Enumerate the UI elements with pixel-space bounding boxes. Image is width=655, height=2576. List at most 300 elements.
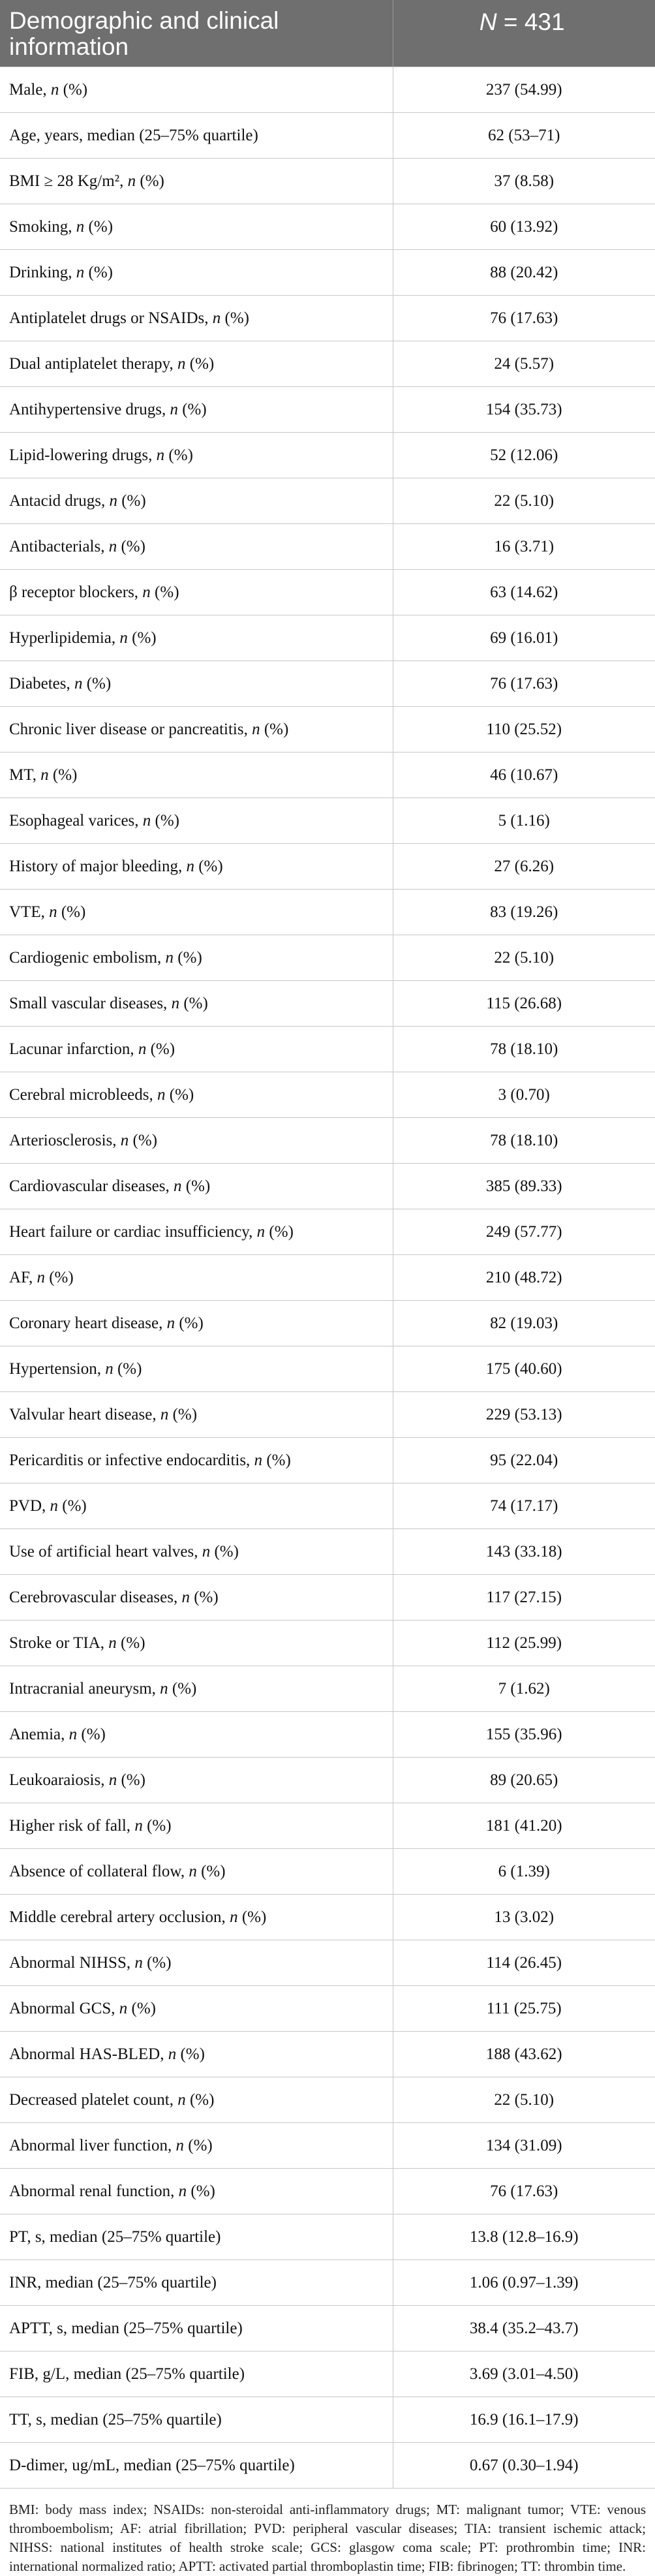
row-label-n: n	[37, 1268, 45, 1286]
row-label-text: Antibacterials,	[9, 537, 109, 555]
row-label-unit: (%)	[175, 1314, 204, 1332]
row-label-n: n	[202, 1542, 211, 1560]
table-row	[0, 2077, 655, 2123]
table-row	[0, 1164, 655, 1209]
row-label	[0, 615, 393, 661]
table-row	[0, 1575, 655, 1621]
table-row	[0, 478, 655, 524]
table-row	[0, 2443, 655, 2489]
row-label-unit: (%)	[262, 1451, 291, 1469]
row-label-text: MT,	[9, 766, 41, 784]
row-label-n: n	[186, 857, 194, 875]
row-label-text: Abnormal HAS-BLED,	[9, 2045, 168, 2063]
row-value: 7 (1.62)	[393, 1666, 655, 1712]
row-label-n: n	[252, 720, 260, 738]
table-row	[0, 1072, 655, 1118]
row-label-n: n	[108, 1634, 117, 1652]
row-label	[0, 1529, 393, 1575]
row-label-unit: (%)	[165, 1085, 194, 1104]
table-row	[0, 1027, 655, 1072]
row-label-text: Hyperlipidemia,	[9, 628, 120, 647]
row-value: 88 (20.42)	[393, 250, 655, 296]
row-label-unit: (%)	[150, 583, 179, 601]
row-label	[0, 2077, 393, 2123]
row-label	[0, 570, 393, 615]
row-value: 112 (25.99)	[393, 1621, 655, 1666]
row-value: 237 (54.99)	[393, 67, 655, 113]
row-label-n: n	[230, 1908, 238, 1926]
row-label	[0, 2260, 393, 2306]
row-label-n: n	[177, 2090, 186, 2109]
row-label-n: n	[177, 354, 186, 373]
row-label	[0, 250, 393, 296]
row-value: 175 (40.60)	[393, 1346, 655, 1392]
row-label	[0, 1666, 393, 1712]
row-label-unit: (%)	[196, 1862, 226, 1880]
table-row	[0, 1118, 655, 1164]
row-label-text: Abnormal liver function,	[9, 2136, 176, 2154]
row-label-n: n	[50, 80, 59, 99]
row-label-unit: (%)	[117, 1771, 145, 1789]
table-row	[0, 935, 655, 981]
row-value: 385 (89.33)	[393, 1164, 655, 1209]
table-row	[0, 1666, 655, 1712]
row-label-n: n	[134, 1953, 143, 1972]
row-value: 63 (14.62)	[393, 570, 655, 615]
row-label	[0, 204, 393, 250]
row-label-n: n	[40, 766, 49, 784]
table-row	[0, 2032, 655, 2077]
row-label-n: n	[138, 1040, 147, 1058]
row-label-text: Heart failure or cardiac insufficiency,	[9, 1222, 257, 1241]
row-label-text: Age, years, median (25–75% quartile)	[9, 126, 258, 144]
row-label-n: n	[69, 1725, 78, 1743]
table-row	[0, 1940, 655, 1986]
table-row	[0, 2306, 655, 2351]
table-row	[0, 753, 655, 798]
row-label	[0, 1346, 393, 1392]
row-value: 78 (18.10)	[393, 1027, 655, 1072]
row-label-text: Cerebral microbleeds,	[9, 1085, 157, 1104]
row-value: 155 (35.96)	[393, 1712, 655, 1758]
row-label-unit: (%)	[127, 1999, 156, 2017]
row-label-text: Middle cerebral artery occlusion,	[9, 1908, 230, 1926]
row-value: 22 (5.10)	[393, 478, 655, 524]
row-label	[0, 2169, 393, 2214]
row-label-unit: (%)	[58, 1497, 87, 1515]
row-label-unit: (%)	[57, 903, 86, 921]
row-label	[0, 1027, 393, 1072]
row-label-text: Abnormal NIHSS,	[9, 1953, 135, 1972]
row-value: 115 (26.68)	[393, 981, 655, 1027]
row-value: 46 (10.67)	[393, 753, 655, 798]
table-row	[0, 387, 655, 433]
row-label-n: n	[142, 583, 151, 601]
row-label	[0, 478, 393, 524]
row-value: 181 (41.20)	[393, 1803, 655, 1849]
row-label-text: BMI ≥ 28 Kg/m²,	[9, 172, 128, 190]
table-header-row	[0, 0, 655, 67]
row-label	[0, 524, 393, 570]
row-label	[0, 1072, 393, 1118]
table-row	[0, 1849, 655, 1895]
table-row	[0, 204, 655, 250]
row-label-unit: (%)	[237, 1908, 267, 1926]
table-row	[0, 250, 655, 296]
row-label-n: n	[157, 1085, 166, 1104]
row-label-unit: (%)	[181, 1177, 211, 1195]
table-row	[0, 1529, 655, 1575]
table-row	[0, 1621, 655, 1666]
row-value: 114 (26.45)	[393, 1940, 655, 1986]
row-label-text: Leukoaraiosis,	[9, 1771, 109, 1789]
row-label-text: PT, s, median (25–75% quartile)	[9, 2227, 221, 2246]
table-row	[0, 661, 655, 707]
row-value: 16 (3.71)	[393, 524, 655, 570]
table-row	[0, 1301, 655, 1346]
row-label-n: n	[49, 903, 57, 921]
row-label-unit: (%)	[184, 2136, 213, 2154]
row-label-n: n	[142, 811, 151, 830]
row-label-unit: (%)	[129, 1131, 158, 1149]
row-value: 52 (12.06)	[393, 433, 655, 478]
row-label	[0, 2306, 393, 2351]
row-label	[0, 113, 393, 159]
row-label	[0, 1940, 393, 1986]
row-value: 143 (33.18)	[393, 1529, 655, 1575]
row-value: 89 (20.65)	[393, 1758, 655, 1803]
row-label	[0, 1849, 393, 1895]
table-row	[0, 1803, 655, 1849]
row-label-text: Intracranial aneurysm,	[9, 1679, 160, 1698]
row-label-unit: (%)	[187, 2182, 215, 2200]
row-value: 27 (6.26)	[393, 844, 655, 890]
row-label-n: n	[181, 1588, 190, 1606]
row-label	[0, 1758, 393, 1803]
row-label-text: Lacunar infarction,	[9, 1040, 138, 1058]
row-label	[0, 1575, 393, 1621]
row-value: 62 (53–71)	[393, 113, 655, 159]
table-row	[0, 981, 655, 1027]
row-label-text: History of major bleeding,	[9, 857, 187, 875]
row-label	[0, 1621, 393, 1666]
table-row	[0, 433, 655, 478]
row-label-n: n	[134, 1816, 143, 1835]
row-label-text: AF,	[9, 1268, 37, 1286]
row-label-text: Antihypertensive drugs,	[9, 400, 170, 418]
row-label	[0, 2214, 393, 2260]
table-row	[0, 844, 655, 890]
row-label	[0, 1803, 393, 1849]
row-label-unit: (%)	[142, 1816, 172, 1835]
row-value: 37 (8.58)	[393, 159, 655, 204]
row-label-text: Small vascular diseases,	[9, 994, 172, 1012]
row-value: 6 (1.39)	[393, 1849, 655, 1895]
row-label	[0, 1392, 393, 1438]
table-row	[0, 798, 655, 844]
row-label-text: Stroke or TIA,	[9, 1634, 109, 1652]
row-label	[0, 2397, 393, 2443]
table-row	[0, 296, 655, 341]
row-value: 0.67 (0.30–1.94)	[393, 2443, 655, 2489]
table-row	[0, 1392, 655, 1438]
row-label	[0, 1483, 393, 1529]
row-label-unit: (%)	[185, 354, 215, 373]
row-label	[0, 890, 393, 935]
row-label	[0, 935, 393, 981]
row-value: 110 (25.52)	[393, 707, 655, 753]
row-label-text: Arteriosclerosis,	[9, 1131, 121, 1149]
row-label-n: n	[76, 217, 85, 236]
row-label-n: n	[166, 1314, 175, 1332]
row-label-text: Lipid-lowering drugs,	[9, 446, 157, 464]
row-label-n: n	[156, 446, 165, 464]
row-value: 82 (19.03)	[393, 1301, 655, 1346]
row-label-unit: (%)	[146, 1040, 175, 1058]
table-row	[0, 2123, 655, 2169]
table-row	[0, 159, 655, 204]
row-label	[0, 341, 393, 387]
row-label	[0, 1164, 393, 1209]
row-label-text: Diabetes,	[9, 674, 74, 692]
table-row	[0, 1255, 655, 1301]
row-label	[0, 1118, 393, 1164]
row-label-text: Coronary heart disease,	[9, 1314, 167, 1332]
row-label-text: Cerebrovascular diseases,	[9, 1588, 182, 1606]
row-label-n: n	[160, 1405, 169, 1423]
row-label-text: Esophageal varices,	[9, 811, 143, 830]
row-label-text: Cardiovascular diseases,	[9, 1177, 174, 1195]
row-value: 117 (27.15)	[393, 1575, 655, 1621]
row-label	[0, 2351, 393, 2397]
row-label-unit: (%)	[176, 2045, 205, 2063]
row-label-text: Abnormal renal function,	[9, 2182, 179, 2200]
row-value: 78 (18.10)	[393, 1118, 655, 1164]
row-label-n: n	[165, 948, 174, 967]
row-label-n: n	[178, 2182, 187, 2200]
row-label-unit: (%)	[142, 1953, 172, 1972]
row-label	[0, 1438, 393, 1483]
row-label	[0, 387, 393, 433]
row-label	[0, 981, 393, 1027]
row-label-unit: (%)	[44, 1268, 74, 1286]
row-label	[0, 1986, 393, 2032]
row-label-text: APTT, s, median (25–75% quartile)	[9, 2319, 243, 2337]
row-label	[0, 844, 393, 890]
row-label-unit: (%)	[48, 766, 78, 784]
row-value: 76 (17.63)	[393, 2169, 655, 2214]
row-label-text: Smoking,	[9, 217, 76, 236]
row-label-text: Higher risk of fall,	[9, 1816, 135, 1835]
row-label-text: Male,	[9, 80, 51, 99]
row-label-n: n	[108, 537, 117, 555]
row-label-unit: (%)	[113, 1359, 142, 1378]
row-label-text: Decreased platelet count,	[9, 2090, 178, 2109]
row-value: 188 (43.62)	[393, 2032, 655, 2077]
row-value: 38.4 (35.2–43.7)	[393, 2306, 655, 2351]
row-label-unit: (%)	[136, 172, 164, 190]
row-value: 76 (17.63)	[393, 661, 655, 707]
row-label-text: Use of artificial heart valves,	[9, 1542, 202, 1560]
table-row	[0, 2169, 655, 2214]
row-label	[0, 707, 393, 753]
row-label-n: n	[189, 1862, 197, 1880]
row-value: 229 (53.13)	[393, 1392, 655, 1438]
row-label-n: n	[174, 1177, 182, 1195]
row-value: 24 (5.57)	[393, 341, 655, 387]
row-value: 134 (31.09)	[393, 2123, 655, 2169]
row-value: 22 (5.10)	[393, 2077, 655, 2123]
table-row	[0, 1346, 655, 1392]
row-label-unit: (%)	[260, 720, 289, 738]
header-n-symbol: N	[479, 8, 497, 35]
row-label-n: n	[212, 309, 221, 327]
table-footnote: BMI: body mass index; NSAIDs: non-steroidal anti-inflammatory drugs; MT: malignant tumor; VTE: venous thromboembolism; AF: atrial fibrillation; PVD: peripheral vascular diseases; TIA: transient ischemic attack; NIHSS: national institutes of health stroke scale; GCS: glasgow coma scale; PT: prothrombin time; INR: international normalized ratio; APTT: activated partial thromboplastin time; FIB: fibrinogen; TT: thrombin time.	[9, 2502, 646, 2574]
row-label-text: TT, s, median (25–75% quartile)	[9, 2410, 222, 2429]
row-value: 95 (22.04)	[393, 1438, 655, 1483]
row-label-text: Drinking,	[9, 263, 76, 281]
row-label-n: n	[168, 2045, 177, 2063]
row-label-unit: (%)	[168, 1405, 198, 1423]
row-label-text: Valvular heart disease,	[9, 1405, 160, 1423]
row-label-unit: (%)	[116, 1634, 145, 1652]
table-row	[0, 113, 655, 159]
row-label-n: n	[170, 400, 178, 418]
row-label	[0, 296, 393, 341]
table-row	[0, 1483, 655, 1529]
row-value: 1.06 (0.97–1.39)	[393, 2260, 655, 2306]
table-row	[0, 1712, 655, 1758]
row-label-n: n	[160, 1679, 168, 1698]
row-value: 210 (48.72)	[393, 1255, 655, 1301]
table-row	[0, 1758, 655, 1803]
row-label	[0, 67, 393, 113]
row-value: 13.8 (12.8–16.9)	[393, 2214, 655, 2260]
row-value: 83 (19.26)	[393, 890, 655, 935]
row-label	[0, 1712, 393, 1758]
row-label-text: Absence of collateral flow,	[9, 1862, 189, 1880]
row-label-unit: (%)	[185, 2090, 215, 2109]
row-label-unit: (%)	[117, 491, 146, 510]
row-label-n: n	[256, 1222, 266, 1241]
table-row	[0, 707, 655, 753]
table-row	[0, 2214, 655, 2260]
row-label-n: n	[76, 263, 85, 281]
row-label-unit: (%)	[221, 309, 250, 327]
row-label-text: β receptor blockers,	[9, 583, 143, 601]
row-value: 5 (1.16)	[393, 798, 655, 844]
row-label-text: Chronic liver disease or pancreatitis,	[9, 720, 252, 738]
table-row	[0, 2351, 655, 2397]
row-label-unit: (%)	[168, 1679, 197, 1698]
row-label	[0, 1209, 393, 1255]
row-label	[0, 1255, 393, 1301]
row-label-unit: (%)	[189, 1588, 219, 1606]
row-value: 3 (0.70)	[393, 1072, 655, 1118]
table-row	[0, 341, 655, 387]
row-label-unit: (%)	[177, 400, 207, 418]
table-row	[0, 570, 655, 615]
row-label	[0, 661, 393, 707]
row-label-text: Antacid drugs,	[9, 491, 110, 510]
row-label-unit: (%)	[174, 948, 202, 967]
row-label-text: Dual antiplatelet therapy,	[9, 354, 177, 373]
row-label	[0, 433, 393, 478]
row-label-text: Abnormal GCS,	[9, 1999, 119, 2017]
row-label-unit: (%)	[84, 263, 114, 281]
table-row	[0, 1438, 655, 1483]
row-label-n: n	[119, 1999, 128, 2017]
row-label-n: n	[175, 2136, 184, 2154]
row-label-n: n	[105, 1359, 114, 1378]
row-value: 76 (17.63)	[393, 296, 655, 341]
row-label-unit: (%)	[59, 80, 88, 99]
row-value: 249 (57.77)	[393, 1209, 655, 1255]
header-n-value: = 431	[496, 8, 565, 35]
table-row	[0, 524, 655, 570]
row-value: 60 (13.92)	[393, 204, 655, 250]
row-value: 22 (5.10)	[393, 935, 655, 981]
table-row	[0, 1986, 655, 2032]
row-value: 154 (35.73)	[393, 387, 655, 433]
row-value: 111 (25.75)	[393, 1986, 655, 2032]
row-label-unit: (%)	[117, 537, 145, 555]
row-label-n: n	[74, 674, 83, 692]
row-label-unit: (%)	[164, 446, 193, 464]
table-body	[0, 67, 655, 2489]
row-value: 3.69 (3.01–4.50)	[393, 2351, 655, 2397]
row-label-unit: (%)	[265, 1222, 294, 1241]
header-n	[393, 0, 655, 67]
row-label-text: D-dimer, ug/mL, median (25–75% quartile)	[9, 2456, 295, 2474]
row-value: 16.9 (16.1–17.9)	[393, 2397, 655, 2443]
row-label	[0, 798, 393, 844]
table-row	[0, 2260, 655, 2306]
row-label	[0, 1301, 393, 1346]
table-row	[0, 1209, 655, 1255]
row-label-text: Anemia,	[9, 1725, 69, 1743]
row-label-text: FIB, g/L, median (25–75% quartile)	[9, 2365, 245, 2383]
table-row	[0, 67, 655, 113]
row-label-unit: (%)	[82, 674, 112, 692]
row-label-n: n	[109, 491, 117, 510]
row-label-n: n	[119, 628, 128, 647]
table-row	[0, 615, 655, 661]
row-label-text: Cardiogenic embolism,	[9, 948, 166, 967]
row-value: 13 (3.02)	[393, 1895, 655, 1940]
row-label-n: n	[254, 1451, 263, 1469]
row-label	[0, 2443, 393, 2489]
row-label-text: Pericarditis or infective endocarditis,	[9, 1451, 254, 1469]
row-label-n: n	[127, 172, 136, 190]
row-label-n: n	[171, 994, 180, 1012]
table-row	[0, 890, 655, 935]
row-label-text: VTE,	[9, 903, 50, 921]
row-label-n: n	[108, 1771, 117, 1789]
row-value: 69 (16.01)	[393, 615, 655, 661]
row-label	[0, 753, 393, 798]
row-label-unit: (%)	[77, 1725, 106, 1743]
row-label-n: n	[120, 1131, 129, 1149]
row-label-text: INR, median (25–75% quartile)	[9, 2273, 217, 2291]
row-label	[0, 2123, 393, 2169]
row-label-unit: (%)	[179, 994, 208, 1012]
row-label	[0, 159, 393, 204]
row-label-text: Antiplatelet drugs or NSAIDs,	[9, 309, 213, 327]
row-label-unit: (%)	[127, 628, 157, 647]
table-row	[0, 1895, 655, 1940]
row-label-unit: (%)	[210, 1542, 239, 1560]
